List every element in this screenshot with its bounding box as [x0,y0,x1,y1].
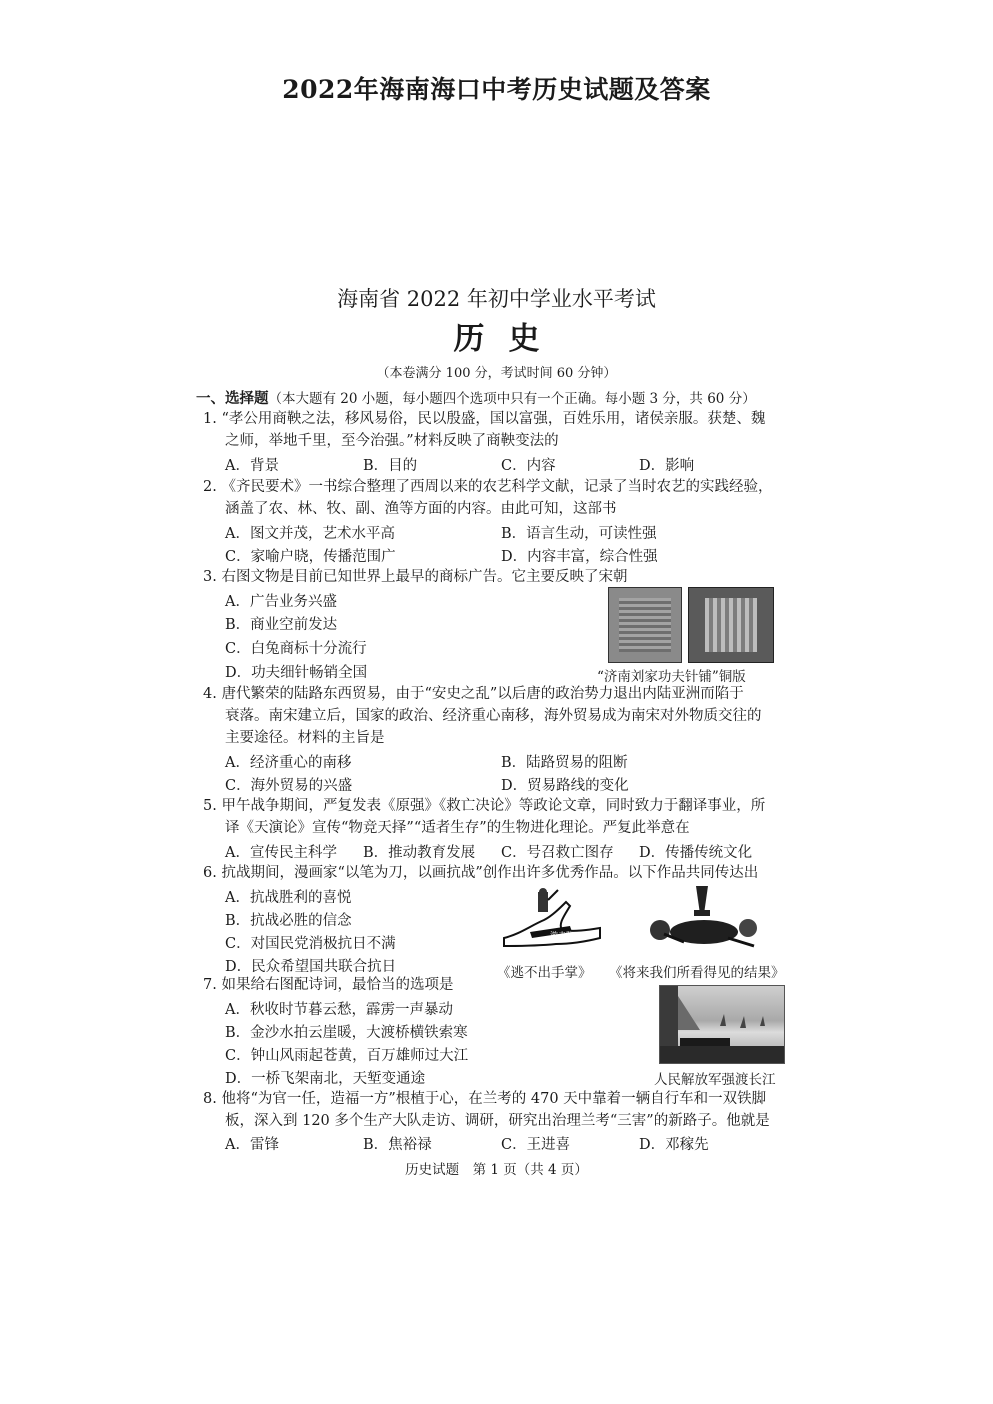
document-title: 2022年海南海口中考历史试题及答案 [282,75,711,104]
q5-option-d: D．传播传统文化 [639,845,753,861]
q6-line-1: 6. 抗战期间，漫画家“以笔为刀，以画抗战”创作出许多优秀作品。以下作品共同传达出 [203,865,759,881]
section-desc: （本大题有 20 小题，每小题四个选项中只有一个正确。每小题 3 分，共 60 分） [268,391,756,407]
q7-option-a: A．秋收时节暮云愁，霹雳一声暴动 [225,1002,453,1018]
q7-figure-caption: 人民解放军强渡长江 [654,1072,776,1088]
q5-option-b: B．推动教育发展 [363,845,476,861]
q4-line-2: 衰落。南宋建立后，国家的政治、经济重心南移，海外贸易成为南宋对外物质交往的 [225,708,762,724]
q1-option-a: A．背景 [225,458,279,474]
q5-line-1: 5. 甲午战争期间，严复发表《原强》《救亡决论》等政论文章，同时致力于翻译事业，所 [203,798,766,814]
q8-option-b: B．焦裕禄 [363,1137,432,1153]
q1-option-c: C．内容 [501,458,556,474]
q6-option-a: A．抗战胜利的喜悦 [225,890,352,906]
yangtze-crossing-drawing [660,986,784,1063]
q8-line-2: 板，深入到 120 多个生产大队走访、调研，研究出治理兰考“三害”的新路子。他就是 [225,1113,770,1129]
q4-option-a: A．经济重心的南移 [225,755,352,771]
cartoon-figure-image [644,884,766,954]
q4-option-c: C．海外贸易的兴盛 [225,778,353,794]
cartoon-palm-image [500,886,603,954]
q1-option-b: B．目的 [363,458,418,474]
q7-option-b: B．金沙水拍云崖暖，大渡桥横铁索寒 [225,1025,468,1041]
q3-option-c: C．白兔商标十分流行 [225,641,367,657]
q1-line-1: 1. “孝公用商鞅之法，移风易俗，民以殷盛，国以富强，百姓乐用，诸侯亲服。获楚、魏 [203,411,766,427]
q4-line-1: 4. 唐代繁荣的陆路东西贸易，由于“安史之乱”以后唐的政治势力退出内陆亚洲而陷于 [203,686,744,702]
q2-option-b: B．语言生动，可读性强 [501,526,657,542]
q8-line-1: 8. 他将“为官一任，造福一方”根植于心，在兰考的 470 天中靠着一辆自行车和一双铁脚 [203,1091,767,1107]
q2-option-d: D．内容丰富，综合性强 [501,549,658,565]
q6-option-d: D．民众希望国共联合抗日 [225,959,397,975]
bronze-plate-print-image [688,587,774,663]
cartoon-figure-drawing [644,884,766,954]
q6-option-b: B．抗战必胜的信念 [225,913,352,929]
q5-option-a: A．宣传民主科学 [225,845,337,861]
q6-caption-2: 《将来我们所看得见的结果》 [609,965,785,981]
q5-line-2: 译《天演论》宣传“物竞天择”“适者生存”的生物进化理论。严复此举意在 [225,820,690,836]
section-header [196,387,756,408]
page-footer: 历史试题 第 1 页（共 4 页） [405,1162,588,1178]
q8-option-c: C．王进喜 [501,1137,571,1153]
q5-option-c: C．号召救亡图存 [501,845,614,861]
section-label: 一、选择题 [196,390,269,407]
q4-line-3: 主要途径。材料的主旨是 [225,730,385,746]
exam-note: （本卷满分 100 分，考试时间 60 分钟） [376,366,617,381]
q4-option-d: D．贸易路线的变化 [501,778,629,794]
q6-option-c: C．对国民党消极抗日不满 [225,936,396,952]
q2-option-c: C．家喻户晓，传播范围广 [225,549,396,565]
cartoon-palm-drawing [500,886,603,954]
exam-title: 海南省 2022 年初中学业水平考试 [337,287,656,311]
q2-line-1: 2. 《齐民要术》一书综合整理了西周以来的农艺科学文献，记录了当时农艺的实践经验， [203,479,773,495]
bronze-plate-seal-image [608,587,682,663]
q6-caption-1: 《逃不出手掌》 [497,965,592,981]
yangtze-crossing-photo [659,985,785,1064]
q8-option-a: A．雷锋 [225,1137,279,1153]
q8-option-d: D．邓稼先 [639,1137,709,1153]
subject-title: 历史 [453,321,564,357]
q3-option-a: A．广告业务兴盛 [225,594,337,610]
q1-option-d: D．影响 [639,458,695,474]
q4-option-b: B．陆路贸易的阻断 [501,755,628,771]
q2-option-a: A．图文并茂，艺术水平高 [225,526,395,542]
q7-option-c: C．钟山风雨起苍黄，百万雄师过大江 [225,1048,469,1064]
q3-option-d: D．功夫细针畅销全国 [225,665,368,681]
guerrilla-label: 游击队 [550,931,574,940]
q7-line-1: 7. 如果给右图配诗词，最恰当的选项是 [203,977,454,993]
q3-option-b: B．商业空前发达 [225,617,338,633]
q2-line-2: 涵盖了农、林、牧、副、渔等方面的内容。由此可知，这部书 [225,501,617,517]
q1-line-2: 之师，举地千里，至今治强。”材料反映了商鞅变法的 [225,433,559,449]
q3-figure-caption: “济南刘家功夫针铺”铜版 [597,669,746,685]
q3-line-1: 3. 右图文物是目前已知世界上最早的商标广告。它主要反映了宋朝 [203,569,628,585]
q7-option-d: D．一桥飞架南北，天堑变通途 [225,1071,426,1087]
